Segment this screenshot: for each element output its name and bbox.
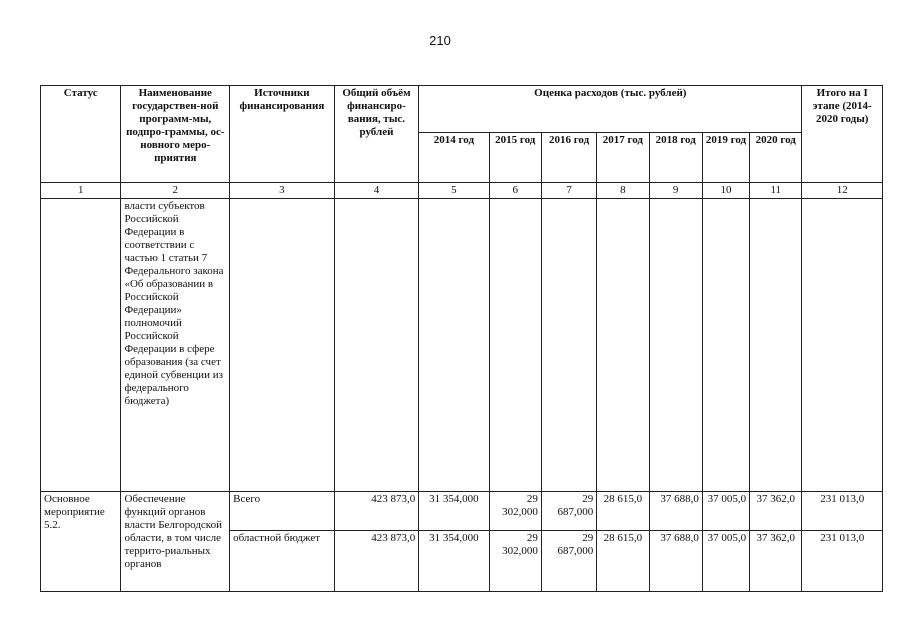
year-2015-cell: 29 302,000 — [489, 531, 541, 592]
table-row — [41, 492, 883, 531]
header-year: 2014 год — [419, 133, 489, 183]
column-number: 10 — [702, 183, 749, 199]
empty-cell — [541, 199, 596, 492]
empty-cell — [419, 199, 489, 492]
year-2020-cell: 37 362,0 — [750, 492, 802, 531]
year-2018-cell: 37 688,0 — [649, 492, 702, 531]
empty-cell — [41, 199, 121, 492]
column-number: 2 — [121, 183, 230, 199]
empty-cell — [489, 199, 541, 492]
header-sources: Источники финансирования — [230, 86, 335, 183]
continuation-row — [41, 199, 883, 492]
year-2014-cell: 31 354,000 — [419, 492, 489, 531]
column-number: 7 — [541, 183, 596, 199]
column-number: 4 — [334, 183, 418, 199]
header-row — [41, 86, 883, 133]
stage-total-cell: 231 013,0 — [802, 492, 883, 531]
column-number-row — [41, 183, 883, 199]
empty-cell — [649, 199, 702, 492]
header-year: 2016 год — [541, 133, 596, 183]
year-2019-cell: 37 005,0 — [702, 531, 749, 592]
year-2016-cell: 29 687,000 — [541, 531, 596, 592]
header-status: Статус — [41, 86, 121, 183]
empty-cell — [597, 199, 649, 492]
measure-name-cell: Обеспечение функций органов власти Белгородской области, в том числе террито-риальных органов — [121, 492, 230, 592]
column-number: 12 — [802, 183, 883, 199]
empty-cell — [230, 199, 335, 492]
header-stage-total: Итого на I этапе (2014-2020 годы) — [802, 86, 883, 183]
column-number: 9 — [649, 183, 702, 199]
header-name: Наименование государствен-ной программ-мы, подпро-граммы, ос-новного меро-приятия — [121, 86, 230, 183]
stage-total-cell: 231 013,0 — [802, 531, 883, 592]
continuation-name-cell: власти субъектов Российской Федерации в соответствии с частью 1 статьи 7 Федерального закона «Об образовании в Российской Федерации» полномочий Российской Федерации в сфере образования (за счет единой субвенции из федерального бюджета) — [121, 199, 230, 492]
header-estimate: Оценка расходов (тыс. рублей) — [419, 86, 802, 133]
source-cell: областной бюджет — [230, 531, 335, 592]
column-number: 6 — [489, 183, 541, 199]
budget-table — [40, 85, 883, 592]
header-year: 2015 год — [489, 133, 541, 183]
year-2014-cell: 31 354,000 — [419, 531, 489, 592]
header-year: 2020 год — [750, 133, 802, 183]
empty-cell — [702, 199, 749, 492]
total-cell: 423 873,0 — [334, 492, 418, 531]
empty-cell — [802, 199, 883, 492]
year-2015-cell: 29 302,000 — [489, 492, 541, 531]
header-total: Общий объём финансиро-вания, тыс. рублей — [334, 86, 418, 183]
status-cell: Основное мероприятие 5.2. — [41, 492, 121, 592]
empty-cell — [750, 199, 802, 492]
column-number: 8 — [597, 183, 649, 199]
year-2019-cell: 37 005,0 — [702, 492, 749, 531]
column-number: 3 — [230, 183, 335, 199]
total-cell: 423 873,0 — [334, 531, 418, 592]
year-2017-cell: 28 615,0 — [597, 492, 649, 531]
column-number: 11 — [750, 183, 802, 199]
year-2017-cell: 28 615,0 — [597, 531, 649, 592]
header-year: 2019 год — [702, 133, 749, 183]
year-2020-cell: 37 362,0 — [750, 531, 802, 592]
year-2018-cell: 37 688,0 — [649, 531, 702, 592]
column-number: 5 — [419, 183, 489, 199]
year-2016-cell: 29 687,000 — [541, 492, 596, 531]
empty-cell — [334, 199, 418, 492]
header-year: 2017 год — [597, 133, 649, 183]
source-cell: Всего — [230, 492, 335, 531]
page-number: 210 — [429, 33, 451, 48]
column-number: 1 — [41, 183, 121, 199]
header-year: 2018 год — [649, 133, 702, 183]
